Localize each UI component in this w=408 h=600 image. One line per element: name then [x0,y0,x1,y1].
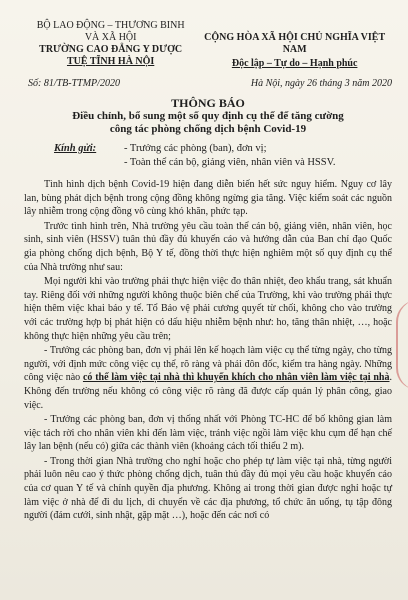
document-header [24,20,392,70]
issuer-school-line2: TUỆ TĨNH HÀ NỘI [66,56,155,67]
body-paragraph-2: Trước tình hình trên, Nhà trường yêu cầu toàn thể cán bộ, giảng viên, nhân viên, học sinh, sinh viên (HSSV) tuân thủ đầy đủ khuyến cáo và hướng dẫn của Ban chỉ đạo Quốc gia phòng chống dịch bệnh, Bộ Y tế, đồng thời thực hiện nghiêm một số quy định cụ thể của Nhà trường như sau: [24,220,392,273]
issuer-block [24,20,197,70]
red-stamp-edge [396,300,408,390]
body-paragraph-3: Mọi người khi vào trường phải thực hiện việc đo thân nhiệt, đeo khẩu trang, sát khuẩn tay. Riêng đối với những người không thuộc biên chế của Trường, khi vào trường phải thực hiện thêm việc khai báo y tế. Tổ Bảo vệ phải cương quyết từ chối, không cho vào trường với các trường hợp bị phát hiện có dấu hiệu nhiễm bệnh như: ho, tăng thân nhiệt, …, hoặc không thực hiện những yêu cầu trên; [24,276,392,342]
nation-block [197,32,392,70]
body-paragraph-6: - Trong thời gian Nhà trường cho nghỉ hoặc cho phép tự làm việc tại nhà, từng người phải luôn nêu cao ý thức phòng chống dịch, tuân thủ đầy đủ mọi yêu cầu hoặc khuyến cáo của cơ quan Y tế và chính quyền địa phương. Không ai trong thời gian được nghỉ hoặc tự làm việc ở nhà để đi du lịch, di chuyển về các địa phương, tổ chức ăn uống, tụ tập đông người (đám cưới, sinh nhật, gặp mặt …), hoặc đến các nơi có [24,455,392,522]
document-meta [24,78,392,89]
body-paragraph-1: Tình hình dịch bệnh Covid-19 hiện đang diễn biến hết sức nguy hiểm. Nguy cơ lây lan, bùng phát dịch bệnh trong cộng đồng không ngừng gia tăng. Việc kiểm soát các nguồn lây nhiễm trong cộng đồng vô cùng khó khăn, phức tạp. [24,179,392,218]
body-paragraph-4 [24,344,392,412]
body-paragraph-5: - Trưởng các phòng ban, đơn vị thống nhất với Phòng TC-HC để bố không gian làm việc tách rời cho nhân viên khi đến làm việc, tránh việc ngồi làm việc khu cụm để hạn chế lây lan bệnh (nếu có) giữa các thành viên (khoảng cách tối thiểu 2 m). [24,414,392,453]
document-subtitle-line2: công tác phòng chống dịch bệnh Covid-19 [109,123,307,135]
recipient-line-2: - Toàn thể cán bộ, giảng viên, nhân viên và HSSV. [124,157,336,168]
nation-name: CỘNG HÒA XÃ HỘI CHỦ NGHĨA VIỆT NAM [204,32,386,55]
nation-motto: Độc lập – Tự do – Hạnh phúc [231,58,358,69]
recipients-block [24,142,392,170]
document-title: THÔNG BÁO [171,96,245,110]
document-number: Số: 81/TB-TTMP/2020 [28,78,120,89]
body-paragraph-4-emphasis: có thể làm việc tại nhà thì khuyến khích cho nhân viên làm việc tại nhà [82,372,390,384]
body-paragraph-4-start: - Trưởng các phòng ban, đơn vị phải lên kế hoạch làm việc cụ thể từng ngày, cho từng người, với định mức công việc cụ thể, rõ ràng và phải đôn đốc, kiểm tra hàng ngày. Những công việc nào [24,345,392,384]
document-date: Hà Nội, ngày 26 tháng 3 năm 2020 [250,78,392,89]
document-body [24,178,392,523]
issuer-ministry-line1: BỘ LAO ĐỘNG – THƯƠNG BINH [36,20,185,31]
issuer-school-line1: TRƯỜNG CAO ĐẲNG Y DƯỢC [39,44,183,55]
body-paragraph-4-end: . Không đến trường nếu không có công việc rõ ràng đã được cấp quản lý phân công, giao việc. [24,372,392,411]
recipient-line-1: - Trưởng các phòng (ban), đơn vị; [124,143,267,154]
document-subtitle-line1: Điều chỉnh, bổ sung một số quy định cụ thể để tăng cường [72,110,344,122]
recipients-label: Kính gửi: [54,143,97,154]
issuer-ministry-line2: VÀ XÃ HỘI [84,32,137,43]
